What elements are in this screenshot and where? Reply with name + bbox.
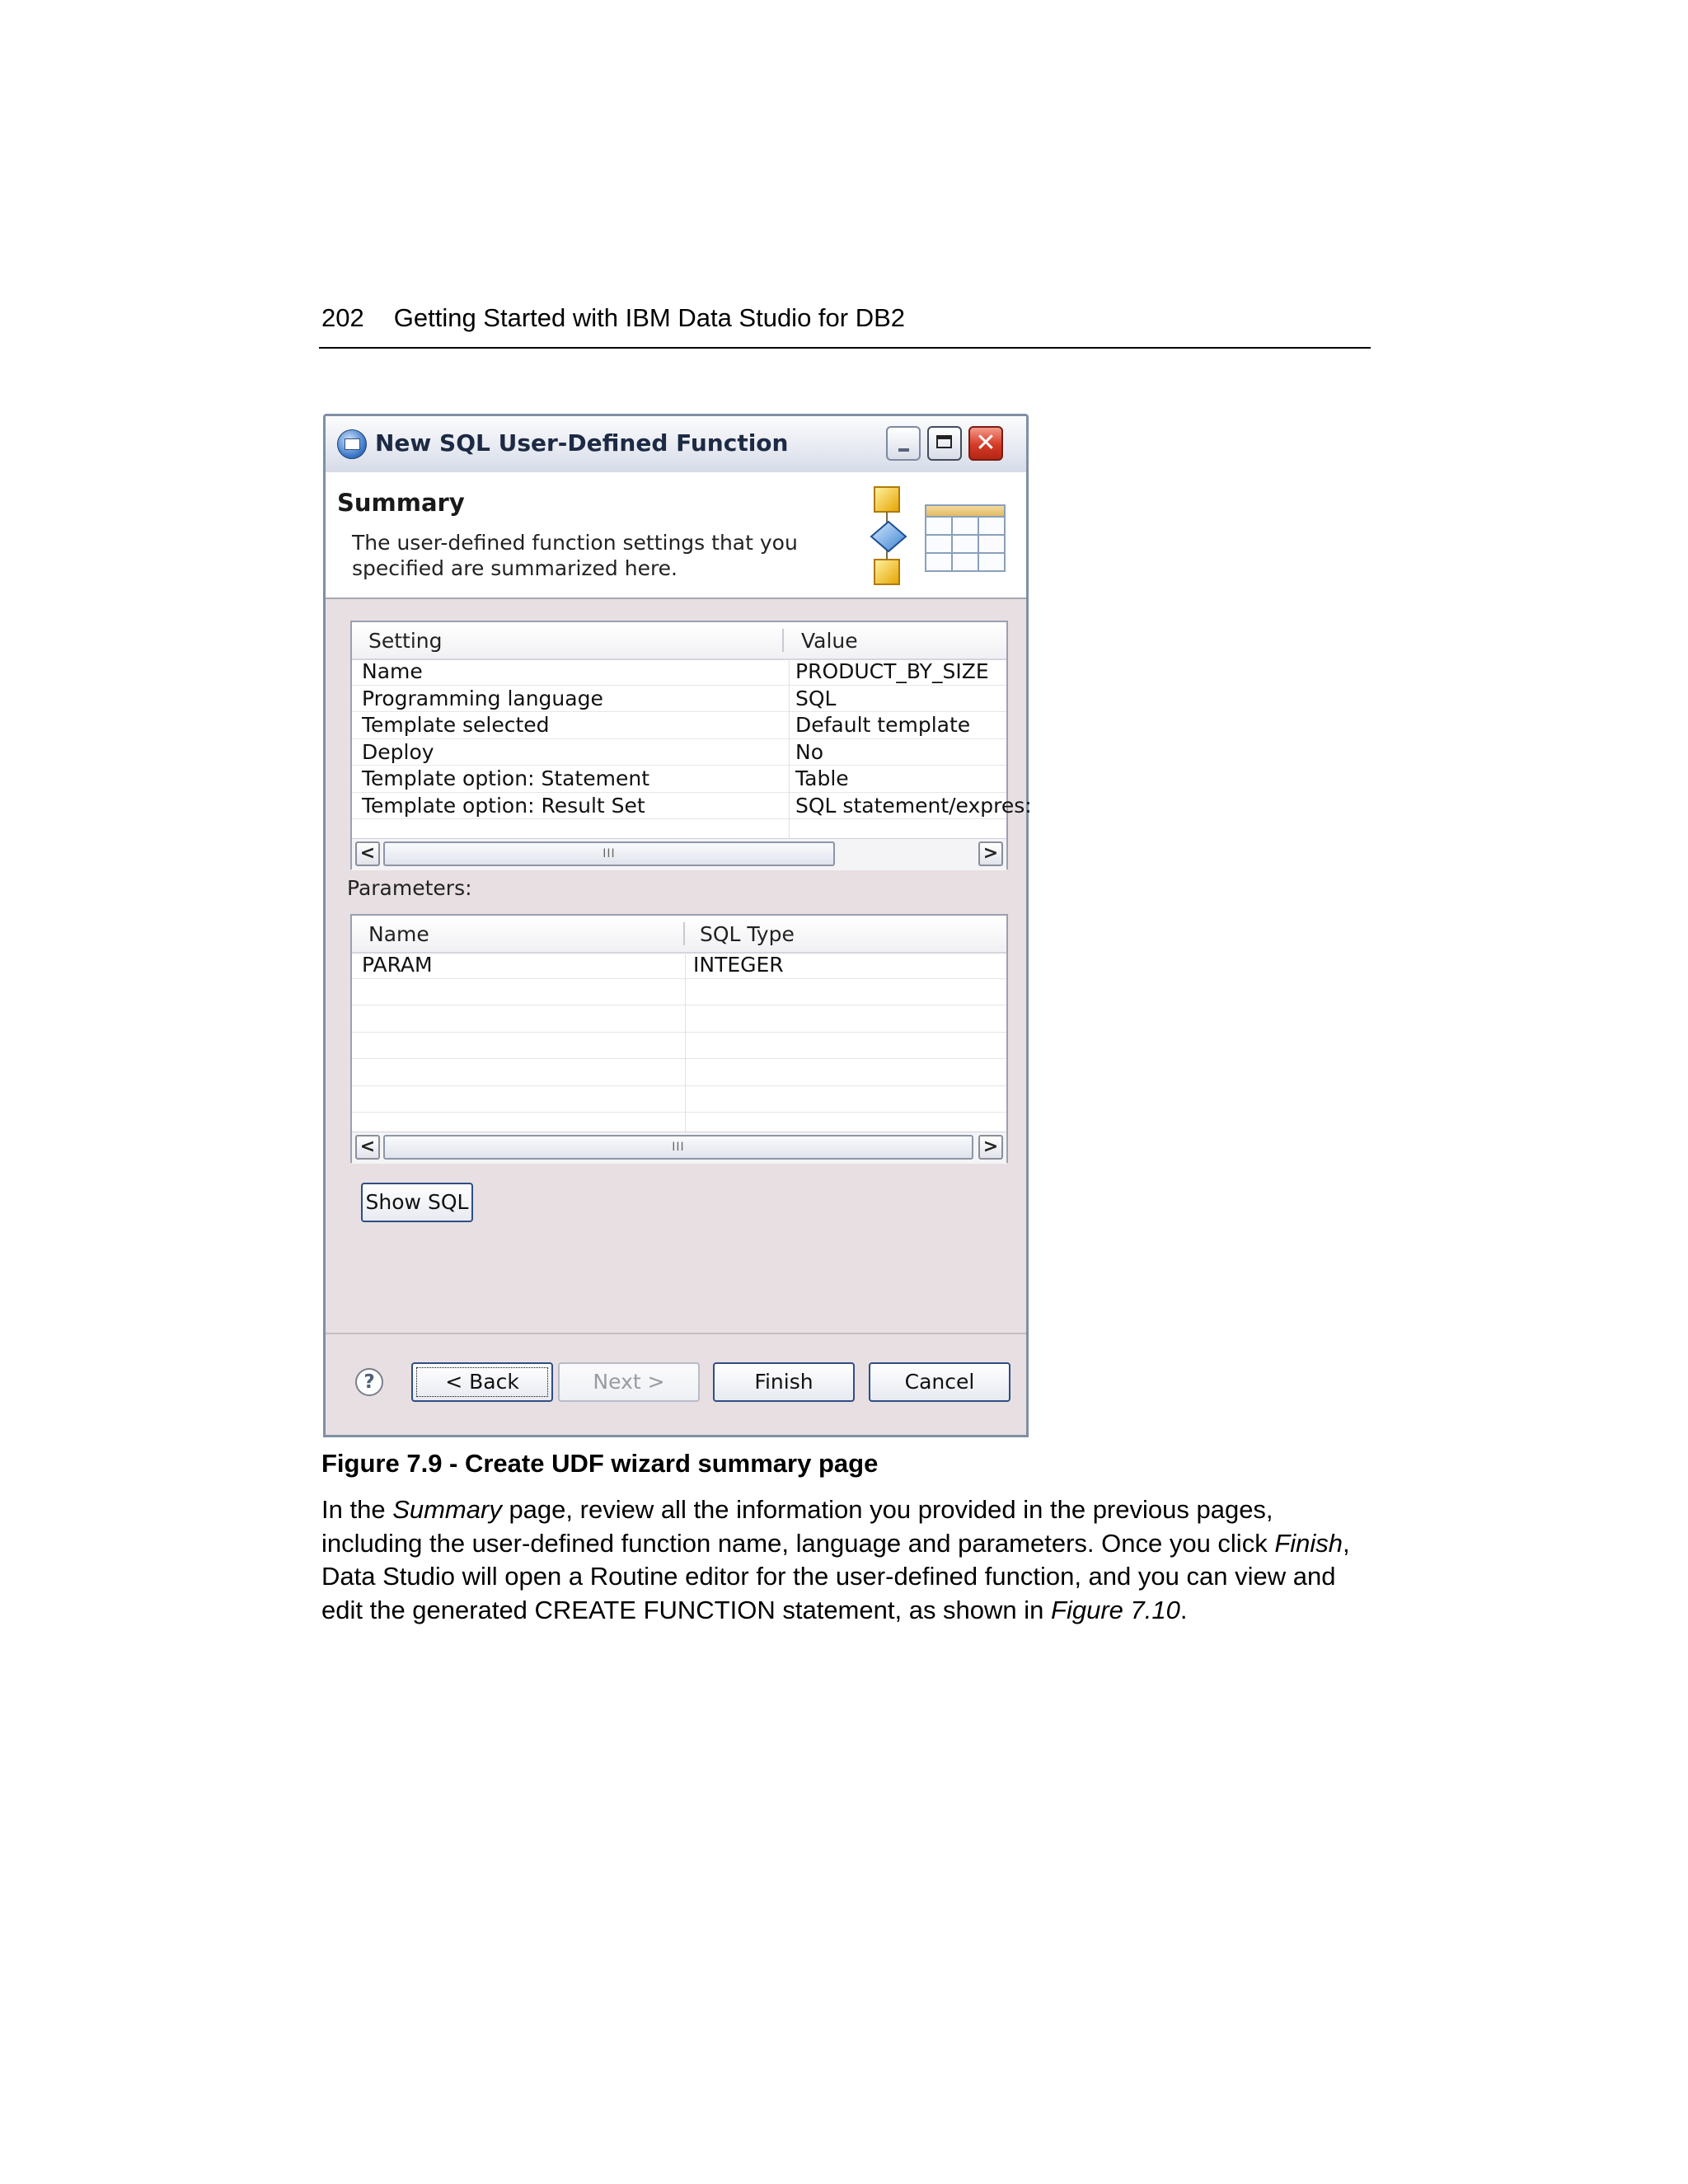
table-row[interactable] [352,739,1006,766]
body-text: In the [321,1495,393,1524]
finish-button[interactable]: Finish [713,1362,855,1402]
button-bar-separator [326,1333,1026,1334]
column-header-name[interactable]: Name [368,922,429,946]
setting-cell: Deploy [362,739,434,764]
emphasis-figure-ref: Figure 7.10 [1051,1595,1180,1624]
summary-banner [326,472,1026,599]
table-row[interactable] [352,979,1006,1006]
parameters-table-header [352,916,1006,954]
dialog-title: New SQL User-Defined Function [375,429,789,457]
show-sql-button[interactable]: Show SQL [361,1183,473,1222]
body-line [321,1594,1385,1628]
table-row[interactable] [352,712,1006,739]
body-line [321,1527,1385,1561]
column-divider [685,952,686,1132]
setting-cell: Name [362,659,423,683]
setting-cell: Template selected [362,713,550,737]
value-cell: Table [795,766,849,790]
table-row[interactable] [352,952,1006,979]
table-row[interactable] [352,686,1006,713]
body-text: edit the generated CREATE FUNCTION statement, as shown in [321,1595,1052,1624]
close-button[interactable]: ✕ [968,426,1003,461]
param-type-cell: INTEGER [693,953,784,977]
parameters-table[interactable] [350,914,1008,1163]
dialog-titlebar[interactable] [326,416,1026,474]
scroll-right-arrow-icon[interactable]: > [978,1135,1003,1160]
emphasis-summary: Summary [392,1495,502,1524]
header-rule [319,347,1371,349]
setting-cell: Template option: Statement [362,766,649,790]
body-text: page, review all the information you provided in the previous pages, [501,1495,1273,1524]
help-icon[interactable]: ? [355,1368,383,1396]
table-row[interactable] [352,793,1032,820]
settings-horizontal-scrollbar[interactable] [352,838,1006,870]
next-button[interactable]: Next > [558,1362,700,1402]
cancel-button[interactable]: Cancel [869,1362,1010,1402]
scrollbar-thumb[interactable]: III [383,841,835,866]
back-button[interactable]: < Back [411,1362,553,1402]
value-cell: No [795,739,823,764]
settings-table-header [352,622,1006,660]
wizard-dialog [323,414,1032,1437]
scroll-left-arrow-icon[interactable]: < [355,1135,380,1160]
parameters-horizontal-scrollbar[interactable] [352,1132,1006,1164]
udf-wizard-graphic-icon [871,485,1011,586]
setting-cell: Template option: Result Set [362,793,645,818]
table-row[interactable] [352,766,1006,793]
column-header-setting[interactable]: Setting [368,629,443,653]
table-row[interactable] [352,1086,1006,1113]
scrollbar-thumb[interactable]: III [383,1135,973,1160]
table-row[interactable] [352,1059,1006,1086]
page-number: 202 [321,303,364,332]
settings-table[interactable] [350,621,1032,869]
value-cell: SQL statement/expres: [795,793,1032,818]
value-cell: PRODUCT_BY_SIZE [795,659,989,683]
body-text: including the user-defined function name, language and parameters. Once you click [321,1528,1275,1558]
figure-caption: Figure 7.9 - Create UDF wizard summary page [321,1449,879,1478]
table-row[interactable] [352,1005,1006,1033]
scroll-left-arrow-icon[interactable]: < [355,841,380,866]
emphasis-finish: Finish [1274,1528,1343,1558]
column-separator[interactable] [782,629,784,652]
setting-cell: Programming language [362,686,603,710]
table-row[interactable] [352,658,1006,686]
parameters-label: Parameters: [347,876,472,900]
minimize-button[interactable] [886,426,921,461]
summary-heading: Summary [337,489,465,517]
summary-description: The user-defined function settings that you specified are summarized here. [352,531,798,580]
column-divider [789,658,790,838]
body-text: , [1343,1528,1350,1558]
running-header [321,303,1370,333]
column-header-sql-type[interactable]: SQL Type [700,922,795,946]
body-text: . [1179,1595,1188,1624]
column-separator[interactable] [683,922,685,945]
parameters-table-body [352,952,1006,1113]
value-cell: SQL [795,686,837,710]
param-name-cell: PARAM [362,953,433,977]
value-cell: Default template [795,713,971,737]
body-paragraph [321,1493,1385,1627]
maximize-button[interactable] [927,426,962,461]
settings-table-body [352,658,1032,819]
body-line: Data Studio will open a Routine editor for the user-defined function, and you can view and [321,1562,1336,1591]
column-header-value[interactable]: Value [801,629,858,653]
table-row[interactable] [352,1033,1006,1060]
body-line [321,1493,1385,1527]
app-window-icon [337,429,367,459]
book-title: Getting Started with IBM Data Studio for DB2 [393,303,906,332]
scroll-right-arrow-icon[interactable]: > [978,841,1003,866]
